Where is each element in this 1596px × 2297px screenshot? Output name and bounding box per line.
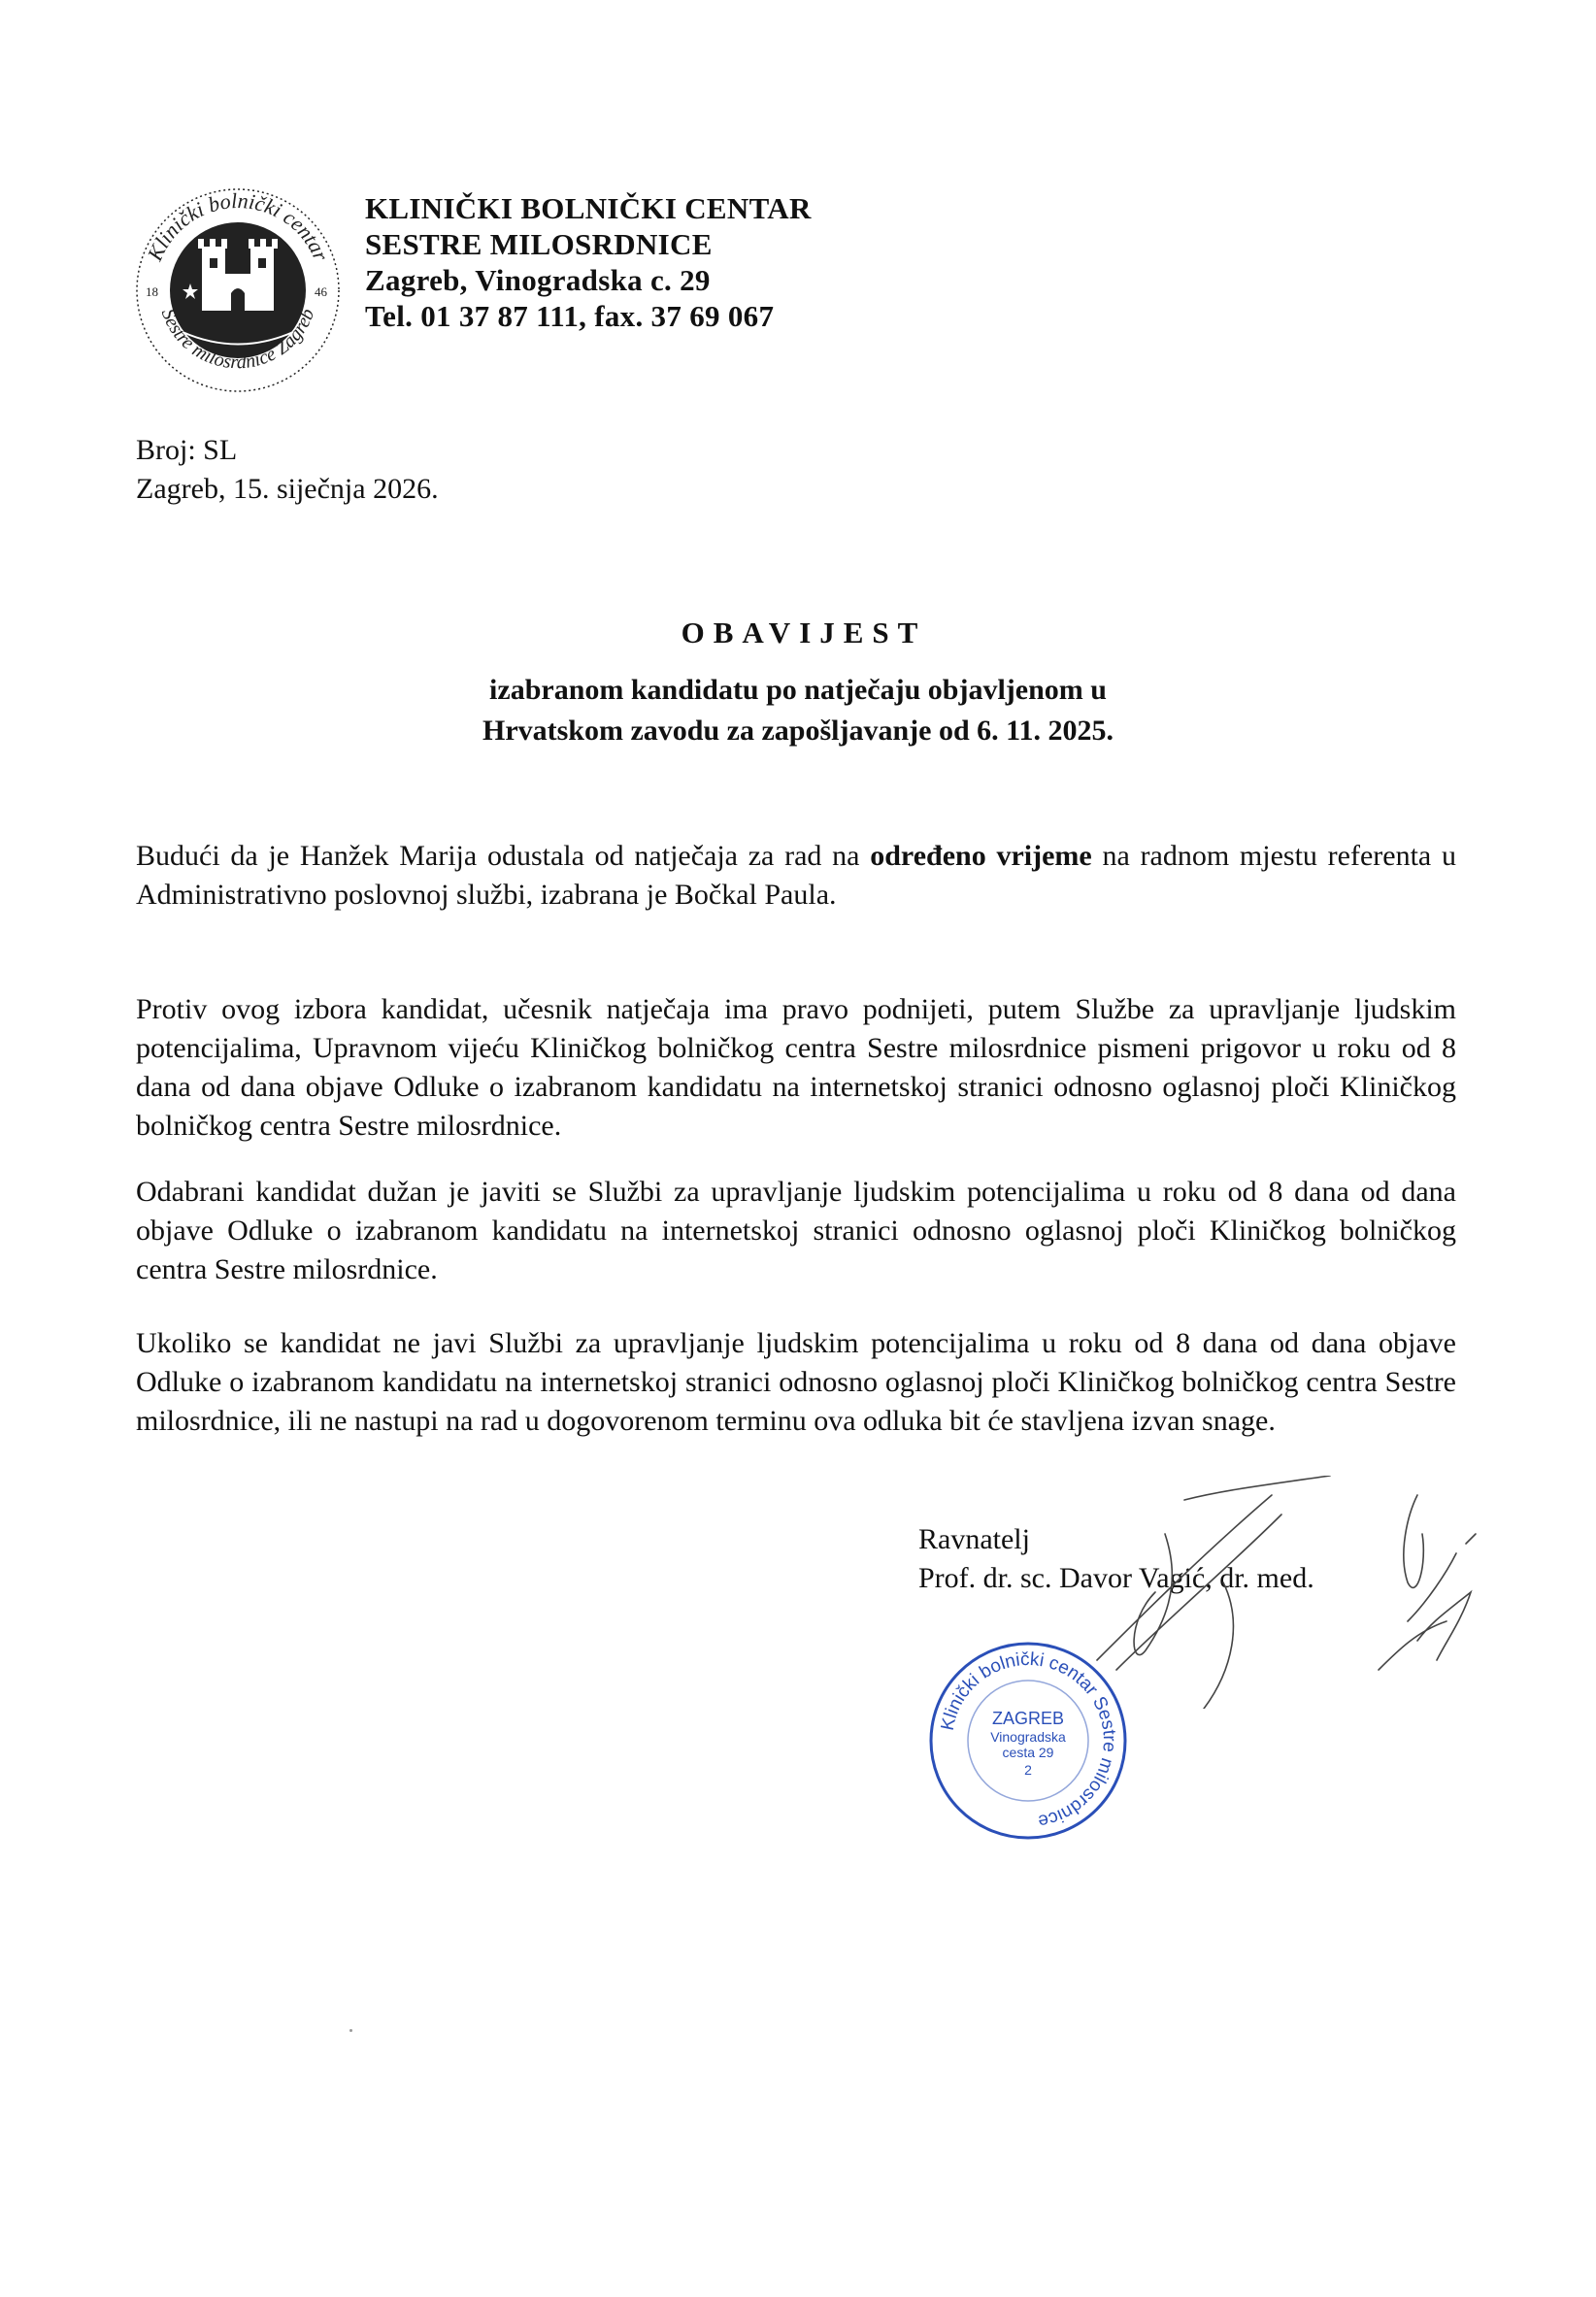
subtitle-line-2: Hrvatskom zavodu za zapošljavanje od 6. 11. 2025. [482, 715, 1114, 747]
letterhead-institution: KLINIČKI BOLNIČKI CENTAR [365, 191, 812, 225]
subtitle-line-1: izabranom kandidatu po natječaju objavljenom u [489, 674, 1107, 706]
letterhead-institution-sub: SESTRE MILOSRDNICE [365, 227, 713, 261]
paragraph-selection [136, 837, 1456, 915]
signatory-name: Prof. dr. sc. Davor Vagić, dr. med. [918, 1562, 1314, 1594]
stamp-ring-text: Klinički bolnički centar Sestre milosrdnice [937, 1648, 1120, 1832]
signatory-role: Ravnatelj [918, 1523, 1030, 1555]
seal-ring-top: Klinički bolnički centar [142, 187, 334, 265]
seal-year-left: 18 [146, 284, 158, 299]
seal-ring-bottom: Sestre milosrdnice Zagreb [156, 306, 319, 374]
paragraph-consequence: Ukoliko se kandidat ne javi Službi za upravljanje ljudskim potencijalima u roku od 8 dana od dana objave Odluke o izabranom kandidatu na internetskoj stranici odnosno oglasnoj ploči Kliničkog bolničkog centra Sestre milosrdnice, ili ne nastupi na rad u dogovorenom terminu ova odluka bit će stavljena izvan snage. [136, 1327, 1456, 1437]
stamp-number: 2 [1024, 1762, 1032, 1778]
handwritten-signature-icon [1087, 1476, 1495, 1709]
document-title: OBAVIJEST [681, 616, 927, 649]
seal-year-right: 46 [315, 284, 327, 299]
document-date: Zagreb, 15. siječnja 2026. [136, 473, 439, 505]
contract-type: određeno vrijeme [870, 840, 1092, 872]
document-meta [136, 431, 439, 509]
paragraph-selection-start: Budući da je Hanžek Marija odustala od natječaja za rad na [136, 840, 871, 872]
scan-artifact [349, 2029, 352, 2032]
stamp-street: Vinogradska [990, 1729, 1066, 1745]
letterhead-address: Zagreb, Vinogradska c. 29 [365, 263, 711, 297]
letterhead-phone: Tel. 01 37 87 111, fax. 37 69 067 [365, 299, 775, 333]
paragraph-selection-end: na radnom mjestu referenta u Administrativno poslovnoj službi, izabrana je Bočkal Paula. [136, 840, 1456, 911]
letterhead [365, 190, 812, 334]
document-subtitle [0, 670, 1596, 751]
paragraph-obligation: Odabrani kandidat dužan je javiti se Službi za upravljanje ljudskim potencijalima u roku od 8 dana od dana objave Odluke o izabranom kandidatu na internetskoj stranici odnosno oglasnoj ploči Kliničkog bolničkog centra Sestre milosrdnice. [136, 1176, 1456, 1285]
stamp-city: ZAGREB [991, 1709, 1065, 1728]
stamp-street-2: cesta 29 [1002, 1745, 1054, 1760]
hospital-seal-icon [134, 186, 342, 394]
paragraph-appeal: Protiv ovog izbora kandidat, učesnik natječaja ima pravo podnijeti, putem Službe za upravljanje ljudskim potencijalima, Upravnom vijeću Kliničkog bolničkog centra Sestre milosrdnice pismeni prigovor u roku od 8 dana od dana objave Odluke o izabranom kandidatu na internetskoj stranici odnosno oglasnoj ploči Kliničkog bolničkog centra Sestre milosrdnice. [136, 993, 1456, 1142]
reference-number: Broj: SL [136, 434, 238, 466]
